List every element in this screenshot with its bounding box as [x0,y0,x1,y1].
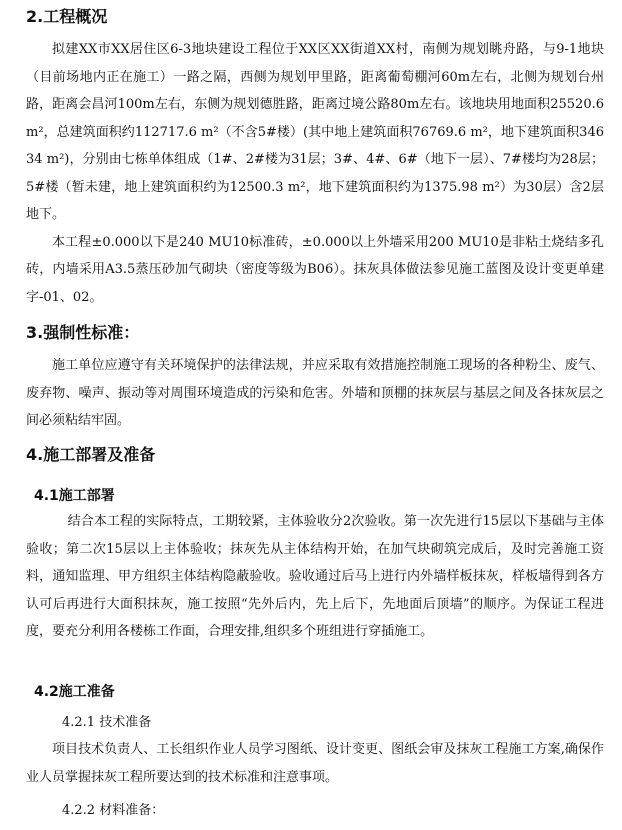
section-4-title: 4.施工部署及准备 [26,445,156,464]
section-3-paragraph-1: 施工单位应遵守有关环境保护的法律法规，并应采取有效措施控制施工现场的各种粉尘、废气、废弃物、噪声、振动等对周围环境造成的污染和危害。外墙和顶棚的抹灰层与基层之间及各抹灰层之间必须粘结牢固。 [26,358,604,428]
section-4-2-1-title: 4.2.1 技术准备 [62,715,152,730]
section-2-title: 2.工程概况 [26,7,108,26]
section-2-paragraph-1: 拟建XX市XX居住区6-3地块建设工程位于XX区XX街道XX村，南侧为规划眺舟路，与9-1地块（目前场地内正在施工）一路之隔，西侧为规划甲里路，距离葡萄棚河60m左右，北侧为规划台州路，距离会昌河100m左右，东侧为规划德胜路，距离过境公路80m左右。该地块用地面积25520.6 m²，总建筑面积约112717.6 m²（不含5#楼）(其中地上建筑面积76769.6 m²，地下建筑面积34634 m²)，分别由七栋单体组成（1#、2#楼为31层；3#、4#、6#（地下一层）、7#楼均为28层；5#楼（暂未建，地上建筑面积约为12500.3 m²，地下建筑面积约为1375.98 m²）为30层）含2层地下。 [26,42,604,222]
section-4-2-2 [26,798,604,824]
section-2 [26,6,604,311]
section-4-1-body [26,508,604,646]
section-4-2-title: 4.2施工准备 [34,684,115,700]
section-4 [26,444,604,466]
section-4-1-paragraph-1: 结合本工程的实际特点，工期较紧，主体验收分2次验收。第一次先进行15层以下基础与主体验收；第二次15层以上主体验收；抹灰先从主体结构开始，在加气块砌筑完成后，及时完善施工资料，通知监理、甲方组织主体结构隐蔽验收。验收通过后马上进行内外墙样板抹灰，样板墙得到各方认可后再进行大面积抹灰，施工按照“先外后内，先上后下，先地面后顶墙”的顺序。为保证工程进度，要充分利用各楼栋工作面，合理安排,组织多个班组进行穿插施工。 [26,514,604,639]
section-4-2-1 [26,710,604,791]
section-4-2-1-paragraph-1: 项目技术负责人、工长组织作业人员学习图纸、设计变更、图纸会审及抹灰工程施工方案,确保作业人员掌握抹灰工程所要达到的技术标准和注意事项。 [26,742,604,785]
section-4-1 [34,486,604,506]
section-4-2 [34,682,604,702]
section-4-1-title: 4.1施工部署 [34,488,115,504]
section-3 [26,322,604,435]
section-4-2-2-title: 4.2.2 材料准备： [62,803,165,818]
section-2-paragraph-2: 本工程±0.000以下是240 MU10标准砖，±0.000以上外墙采用200 MU10是非粘土烧结多孔砖，内墙采用A3.5蒸压砂加气砌块（密度等级为B06）。抹灰具体做法参见施工蓝图及设计变更单建字-01、02。 [26,234,604,305]
section-3-title: 3.强制性标准： [26,323,140,342]
